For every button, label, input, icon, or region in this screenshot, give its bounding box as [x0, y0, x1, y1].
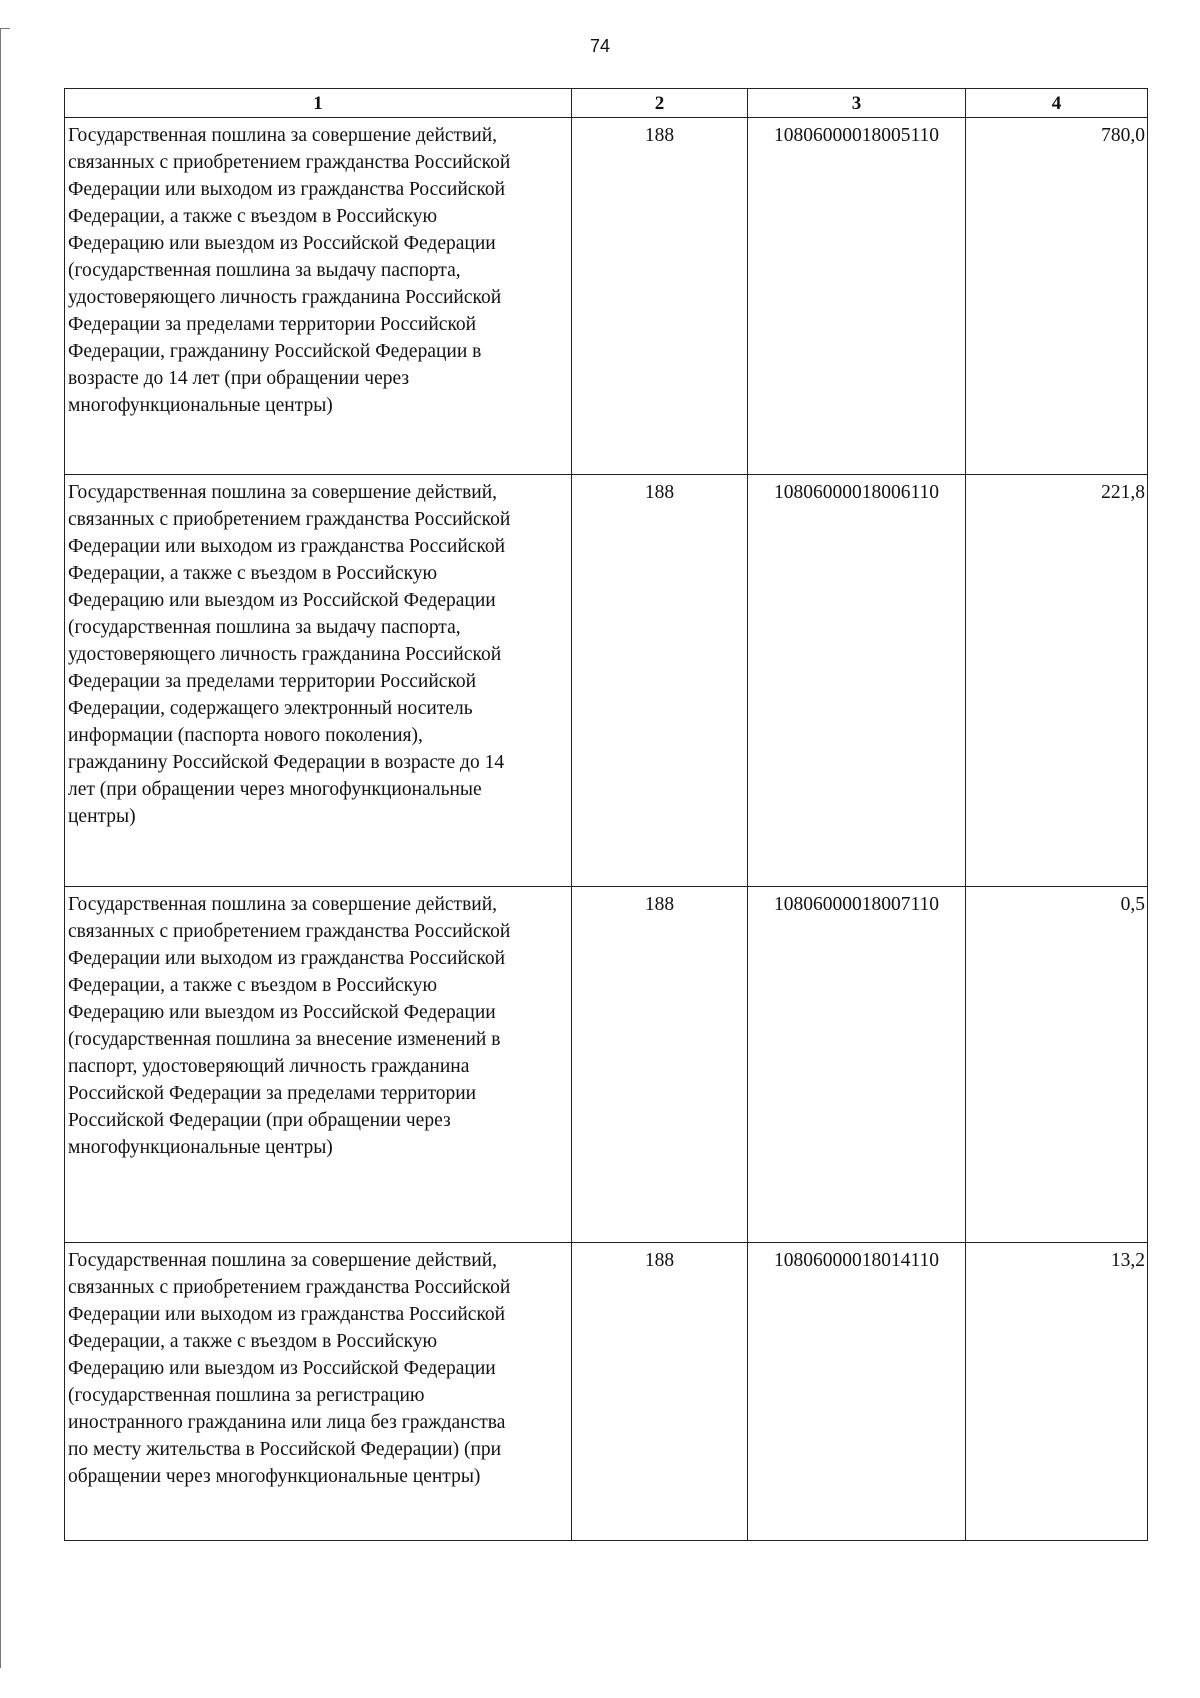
column-header: 2: [572, 89, 748, 118]
amount-cell: 0,5: [966, 887, 1148, 1243]
fee-table: [64, 88, 1148, 1541]
budget-code-cell: 10806000018006110: [748, 475, 966, 887]
budget-code-cell: 10806000018005110: [748, 118, 966, 475]
column-header: 4: [966, 89, 1148, 118]
fee-description: Государственная пошлина за совершение действий, связанных с приобретением гражданства Российской Федерации или выходом из гражданства Российской Федерации, а также с въездом в Российскую Федерацию или выездом из Российской Федерации (государственная пошлина за выдачу паспорта, удостоверяющего личность гражданина Российской Федерации за пределами территории Российской Федерации, содержащего электронный носитель информации (паспорта нового поколения), гражданину Российской Федерации в возрасте до 14 лет (при обращении через многофункциональные центры): [68, 482, 511, 827]
scan-edge-line: [0, 28, 10, 29]
page-number: 74: [589, 36, 611, 56]
fee-description-cell: [65, 1243, 572, 1541]
column-header: 1: [65, 89, 572, 118]
amount-cell: 13,2: [966, 1243, 1148, 1541]
admin-code-cell: 188: [572, 118, 748, 475]
table-row: [65, 475, 1148, 887]
fee-description: Государственная пошлина за совершение действий, связанных с приобретением гражданства Российской Федерации или выходом из гражданства Российской Федерации, а также с въездом в Российскую Федерацию или выездом из Российской Федерации (государственная пошлина за регистрацию иностранного гражданина или лица без гражданства по месту жительства в Российской Федерации) (при обращении через многофункциональные центры): [68, 1250, 511, 1487]
table-row: [65, 887, 1148, 1243]
admin-code-cell: 188: [572, 1243, 748, 1541]
fee-description: Государственная пошлина за совершение действий, связанных с приобретением гражданства Российской Федерации или выходом из гражданства Российской Федерации, а также с въездом в Российскую Федерацию или выездом из Российской Федерации (государственная пошлина за выдачу паспорта, удостоверяющего личность гражданина Российской Федерации за пределами территории Российской Федерации, гражданину Российской Федерации в возрасте до 14 лет (при обращении через многофункциональные центры): [68, 125, 511, 416]
table-header-row: [65, 89, 1148, 118]
budget-code-cell: 10806000018007110: [748, 887, 966, 1243]
amount-cell: 221,8: [966, 475, 1148, 887]
scan-edge-line: [0, 28, 1, 1668]
fee-description-cell: [65, 118, 572, 475]
fee-description: Государственная пошлина за совершение действий, связанных с приобретением гражданства Российской Федерации или выходом из гражданства Российской Федерации, а также с въездом в Российскую Федерацию или выездом из Российской Федерации (государственная пошлина за внесение изменений в паспорт, удостоверяющий личность гражданина Российской Федерации за пределами территории Российской Федерации (при обращении через многофункциональные центры): [68, 894, 511, 1158]
table-row: [65, 118, 1148, 475]
admin-code-cell: 188: [572, 475, 748, 887]
fee-description-cell: [65, 887, 572, 1243]
fee-description-cell: [65, 475, 572, 887]
admin-code-cell: 188: [572, 887, 748, 1243]
column-header: 3: [748, 89, 966, 118]
table-row: [65, 1243, 1148, 1541]
amount-cell: 780,0: [966, 118, 1148, 475]
budget-code-cell: 10806000018014110: [748, 1243, 966, 1541]
